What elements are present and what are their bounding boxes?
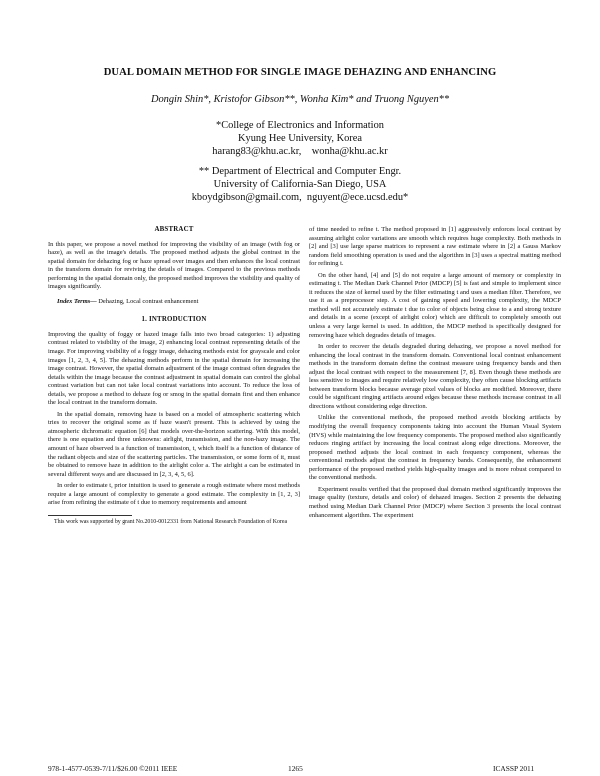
affiliation-line: University of California-San Diego, USA [213,179,387,190]
footer-conference: ICASSP 2011 [493,764,535,773]
left-column [48,226,300,526]
footer-copyright: 978-1-4577-0539-7/11/$26.00 ©2011 IEEE [48,764,178,773]
intro-paragraph: Experiment results verified that the proposed dual domain method significantly improves the image quality (texture, details and color) of dehazed images. Section 2 presents the dehazing method using Median Dark Channel Prior (MDCP) where Section 3 presents the local contrast enhancement algorithm. The experiment [309,485,561,519]
abstract-body: In this paper, we propose a novel method for improving the visibility of an image (with fog or haze), as well as the image's details. The proposed method adjusts the global contrast in the spatial domain for dehazing fog or haze spread over images and then enhances the local contrast in the transform domain for reviving the details of images. Compared to the previous methods performing in the spatial domain only, the proposed method improves the visibility and quality of images significantly. [48,240,300,291]
index-terms-text: Dehazing, Local contrast enhancement [96,297,199,305]
affiliation-emails: kboydgibson@gmail.com, nguyent@ece.ucsd.edu* [191,192,409,203]
intro-paragraph: Improving the quality of foggy or hazed image falls into two broad categories: 1) adjusting contrast related to visibility of the image, 2) enhancing local contrast representing details of the image. For improving visibility of a foggy image, dehazing methods exist for grayscale and color images [1, 2, 3, 4, 5]. The dehazing methods perform in the spatial domain for increasing the image contrast. However, the spatial domain adjustment of the image contrast often degrades the details within the image because the contrast adjustment in spatial domain can control the global contrast variation but can not take local contrast variations into account. To reduce the loss of details, we propose a method to dehaze fog or smog in the spatial domain first and then enhance the local contrast in the transform domain. [48,330,300,407]
affiliation-khu [140,119,460,158]
abstract-heading: ABSTRACT [154,226,194,233]
footnote-divider [48,515,132,516]
author-list: Dongin Shin*, Kristofor Gibson**, Wonha Kim* and Truong Nguyen** [150,94,450,105]
section-heading-introduction: 1. INTRODUCTION [141,316,207,324]
index-terms-label: Index Terms— [57,297,97,305]
intro-paragraph: In order to estimate t, prior intuition is used to generate a rough estimate where most methods require a large amount of complexity to generate a good estimate. The complexity in [1, 2, 3] arise from refining the estimate of t due to memory requirements and amount [48,482,300,507]
paper-title: DUAL DOMAIN METHOD FOR SINGLE IMAGE DEHAZING AND ENHANCING [103,67,497,78]
intro-paragraph: In order to recover the details degraded during dehazing, we propose a novel method for enhancing the local contrast in the transform domain. Conventional local contrast enhancement methods in the transform domain define the contrast measure using frequency bands and then adjust the local contrast with respect to the measurement [7, 8]. Even though these methods are less sensitive to images and require relatively low complexity, they often cause blocking artifacts between transform blocks because average pixel values of blocks are modified. Moreover, there could be significant ringing artifacts around edges because these methods increase contrast in all directions without considering edge direction. [309,343,561,410]
affiliation-line: Kyung Hee University, Korea [238,133,362,144]
affiliation-line: *College of Electronics and Information [216,120,384,131]
footer-page-number: 1265 [288,764,303,773]
right-column [309,226,561,520]
intro-paragraph: In the spatial domain, removing haze is based on a model of atmospheric scattering which tries to recover the original scene as if haze wasn't present. This is achieved by using the atmospheric dichromatic equation [6] that models over-the-horizon scattering. With this model, there is one equation and three unknowns: airlight, transmission, and the non-hazy image. The amount of haze observed is a function of transmission, t, which itself is a function of distance of the radiant objects and size of the scattering particles. The transmission, or some form of it, must be obtained to remove haze in addition to the airlight color a. The airlight a can be estimated in several different ways and are discussed in [2, 3, 4, 5, 6]. [48,410,300,478]
intro-paragraph: On the other hand, [4] and [5] do not require a large amount of memory or complexity in estimating t. The Median Dark Channel Prior (MDCP) [5] is fast and simple to implement since it reduces the size of kernel used by the filter estimating t and uses a median filter. Therefore, we use it as a preprocessor step. A cost of gaining speed and lowering complexity, the MDCP method will not accurately estimate t due to color of objects being close to a and strong texture and details in a scene (except of airlight color) which are difficult to completely smooth out unless a very large kernel is used. In addition, the MDCP method is specifically designed for removing haze which degrades details of images. [309,271,561,339]
affiliation-line: ** Department of Electrical and Computer Engr. [198,166,402,177]
index-terms [48,298,300,307]
funding-footnote: This work was supported by grant No.2010-0012331 from National Research Foundation of Korea [54,518,288,525]
affiliation-ucsd [140,165,460,204]
intro-paragraph: of time needed to refine t. The method proposed in [1] aggressively enforces local contrast by assuming airlight color variations are smooth which requires huge complexity. Both methods in [2] and [3] use large sparse matrices to represent a raw estimate where in [2] a Gauss Markov random field smoothing operation is used and the algorithm in [3] uses a spectral matting method for refining t. [309,226,561,268]
affiliation-emails: harang83@khu.ac.kr, wonha@khu.ac.kr [212,146,388,157]
intro-paragraph: Unlike the conventional methods, the proposed method avoids blocking artifacts by modifying the overall frequency components taking into account the Human Visual System (HVS) while maintaining the low frequency components. The proposed method also significantly reduces ringing artifact by increasing the local contrast along edge directions. Moreover, the proposed method adjusts the local contrast in each frequency component, whereas the conventional methods adjust the contrast in frequency bands. Consequently, the enhancement performance of the proposed method yields high-quality images and is more robust compared to the conventional methods. [309,414,561,482]
